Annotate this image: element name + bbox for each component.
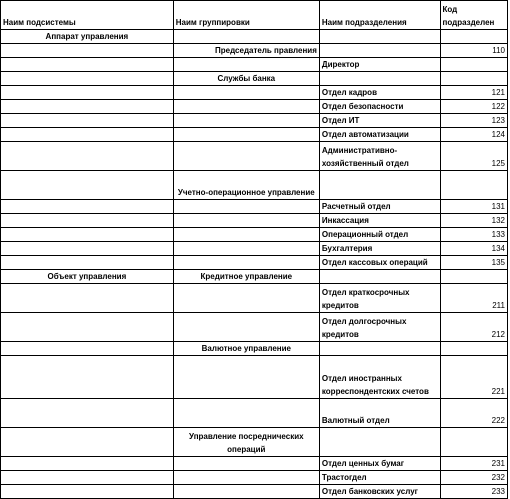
cell-division[interactable]: Отдел краткосрочных кредитов: [319, 284, 440, 313]
cell-division[interactable]: Расчетный отдел: [319, 200, 440, 214]
cell-code[interactable]: 233: [440, 485, 508, 499]
cell-code[interactable]: 212: [440, 313, 508, 342]
cell-grouping[interactable]: [173, 114, 319, 128]
cell-grouping[interactable]: [173, 30, 319, 44]
cell-division[interactable]: Валютный отдел: [319, 399, 440, 428]
cell-subsystem[interactable]: [1, 356, 174, 399]
cell-grouping[interactable]: [173, 485, 319, 499]
cell-code[interactable]: 221: [440, 356, 508, 399]
cell-division[interactable]: Отдел иностранных корреспондентских счетов: [319, 356, 440, 399]
cell-code[interactable]: 124: [440, 128, 508, 142]
cell-subsystem[interactable]: [1, 171, 174, 200]
cell-code[interactable]: 222: [440, 399, 508, 428]
cell-code[interactable]: 131: [440, 200, 508, 214]
table-row: [1, 214, 508, 228]
cell-grouping[interactable]: Кредитное управление: [173, 270, 319, 284]
cell-division[interactable]: [319, 44, 440, 58]
cell-code[interactable]: 123: [440, 114, 508, 128]
cell-code[interactable]: [440, 270, 508, 284]
cell-grouping[interactable]: [173, 256, 319, 270]
cell-subsystem[interactable]: [1, 200, 174, 214]
cell-code[interactable]: 110: [440, 44, 508, 58]
cell-subsystem[interactable]: Объект управления: [1, 270, 174, 284]
cell-subsystem[interactable]: [1, 86, 174, 100]
cell-subsystem[interactable]: [1, 100, 174, 114]
table-row: [1, 270, 508, 284]
cell-code[interactable]: 231: [440, 457, 508, 471]
cell-subsystem[interactable]: [1, 485, 174, 499]
cell-division[interactable]: Отдел ИТ: [319, 114, 440, 128]
cell-grouping[interactable]: [173, 313, 319, 342]
cell-grouping[interactable]: [173, 214, 319, 228]
cell-division[interactable]: Бухгалтерия: [319, 242, 440, 256]
cell-subsystem[interactable]: [1, 457, 174, 471]
table-row: [1, 171, 508, 200]
cell-subsystem[interactable]: [1, 58, 174, 72]
cell-division[interactable]: [319, 171, 440, 200]
cell-subsystem[interactable]: [1, 471, 174, 485]
table-row: [1, 44, 508, 58]
cell-subsystem[interactable]: [1, 399, 174, 428]
cell-code[interactable]: 122: [440, 100, 508, 114]
cell-grouping[interactable]: [173, 457, 319, 471]
cell-code[interactable]: 134: [440, 242, 508, 256]
cell-code[interactable]: 211: [440, 284, 508, 313]
header-row: [1, 1, 508, 30]
table-row: [1, 457, 508, 471]
cell-subsystem[interactable]: [1, 428, 174, 457]
cell-division[interactable]: Административно-хозяйственный отдел: [319, 142, 440, 171]
cell-division[interactable]: Директор: [319, 58, 440, 72]
table-row: [1, 342, 508, 356]
cell-code[interactable]: 232: [440, 471, 508, 485]
cell-grouping[interactable]: [173, 471, 319, 485]
header-code[interactable]: Код подразделен: [440, 1, 508, 30]
cell-subsystem[interactable]: [1, 313, 174, 342]
cell-grouping[interactable]: [173, 142, 319, 171]
table-row: [1, 128, 508, 142]
table-row: [1, 471, 508, 485]
cell-subsystem[interactable]: [1, 228, 174, 242]
cell-division[interactable]: [319, 428, 440, 457]
cell-code[interactable]: 125: [440, 142, 508, 171]
cell-grouping[interactable]: [173, 356, 319, 399]
cell-grouping[interactable]: [173, 399, 319, 428]
cell-subsystem[interactable]: [1, 142, 174, 171]
table-row: [1, 356, 508, 399]
cell-grouping[interactable]: Председатель правления: [173, 44, 319, 58]
table-row: [1, 58, 508, 72]
cell-subsystem[interactable]: Аппарат управления: [1, 30, 174, 44]
table-row: [1, 242, 508, 256]
cell-subsystem[interactable]: [1, 242, 174, 256]
cell-code[interactable]: 135: [440, 256, 508, 270]
cell-code[interactable]: 121: [440, 86, 508, 100]
cell-division[interactable]: Отдел автоматизации: [319, 128, 440, 142]
cell-subsystem[interactable]: [1, 128, 174, 142]
cell-grouping[interactable]: Валютное управление: [173, 342, 319, 356]
cell-subsystem[interactable]: [1, 256, 174, 270]
cell-grouping[interactable]: [173, 200, 319, 214]
cell-grouping[interactable]: [173, 128, 319, 142]
table-row: [1, 30, 508, 44]
cell-code[interactable]: [440, 72, 508, 86]
cell-code[interactable]: 133: [440, 228, 508, 242]
cell-code[interactable]: [440, 171, 508, 200]
cell-subsystem[interactable]: [1, 342, 174, 356]
cell-code[interactable]: [440, 58, 508, 72]
table-row: [1, 142, 508, 171]
table-row: [1, 313, 508, 342]
table-row: [1, 428, 508, 457]
cell-division[interactable]: [319, 342, 440, 356]
table-row: [1, 485, 508, 499]
cell-grouping[interactable]: [173, 100, 319, 114]
cell-grouping[interactable]: Службы банка: [173, 72, 319, 86]
cell-code[interactable]: [440, 30, 508, 44]
cell-grouping[interactable]: Учетно-операционное управление: [173, 171, 319, 200]
cell-division[interactable]: Отдел банковских услуг: [319, 485, 440, 499]
table-row: [1, 86, 508, 100]
table-row: [1, 100, 508, 114]
cell-division[interactable]: Отдел долгосрочных кредитов: [319, 313, 440, 342]
cell-division[interactable]: [319, 30, 440, 44]
table-row: [1, 399, 508, 428]
cell-division[interactable]: Отдел ценных бумаг: [319, 457, 440, 471]
table-row: [1, 72, 508, 86]
cell-subsystem[interactable]: [1, 114, 174, 128]
cell-subsystem[interactable]: [1, 44, 174, 58]
cell-division[interactable]: Операционный отдел: [319, 228, 440, 242]
cell-division[interactable]: [319, 72, 440, 86]
cell-subsystem[interactable]: [1, 214, 174, 228]
cell-grouping[interactable]: [173, 284, 319, 313]
cell-grouping[interactable]: Управление посреднических операций: [173, 428, 319, 457]
table-row: [1, 114, 508, 128]
cell-code[interactable]: [440, 428, 508, 457]
cell-division[interactable]: Инкассация: [319, 214, 440, 228]
cell-division[interactable]: Трастогдел: [319, 471, 440, 485]
table-row: [1, 256, 508, 270]
cell-grouping[interactable]: [173, 242, 319, 256]
header-division[interactable]: Наим подразделения: [319, 1, 440, 30]
cell-code[interactable]: 132: [440, 214, 508, 228]
cell-division[interactable]: [319, 270, 440, 284]
cell-division[interactable]: Отдел безопасности: [319, 100, 440, 114]
table-row: [1, 200, 508, 214]
header-grouping[interactable]: Наим группировки: [173, 1, 319, 30]
cell-subsystem[interactable]: [1, 284, 174, 313]
cell-grouping[interactable]: [173, 86, 319, 100]
cell-division[interactable]: Отдел кассовых операций: [319, 256, 440, 270]
cell-grouping[interactable]: [173, 58, 319, 72]
cell-division[interactable]: Отдел кадров: [319, 86, 440, 100]
header-subsystem[interactable]: Наим подсистемы: [1, 1, 174, 30]
cell-code[interactable]: [440, 342, 508, 356]
table-row: [1, 284, 508, 313]
table-row: [1, 228, 508, 242]
cell-subsystem[interactable]: [1, 72, 174, 86]
cell-grouping[interactable]: [173, 228, 319, 242]
